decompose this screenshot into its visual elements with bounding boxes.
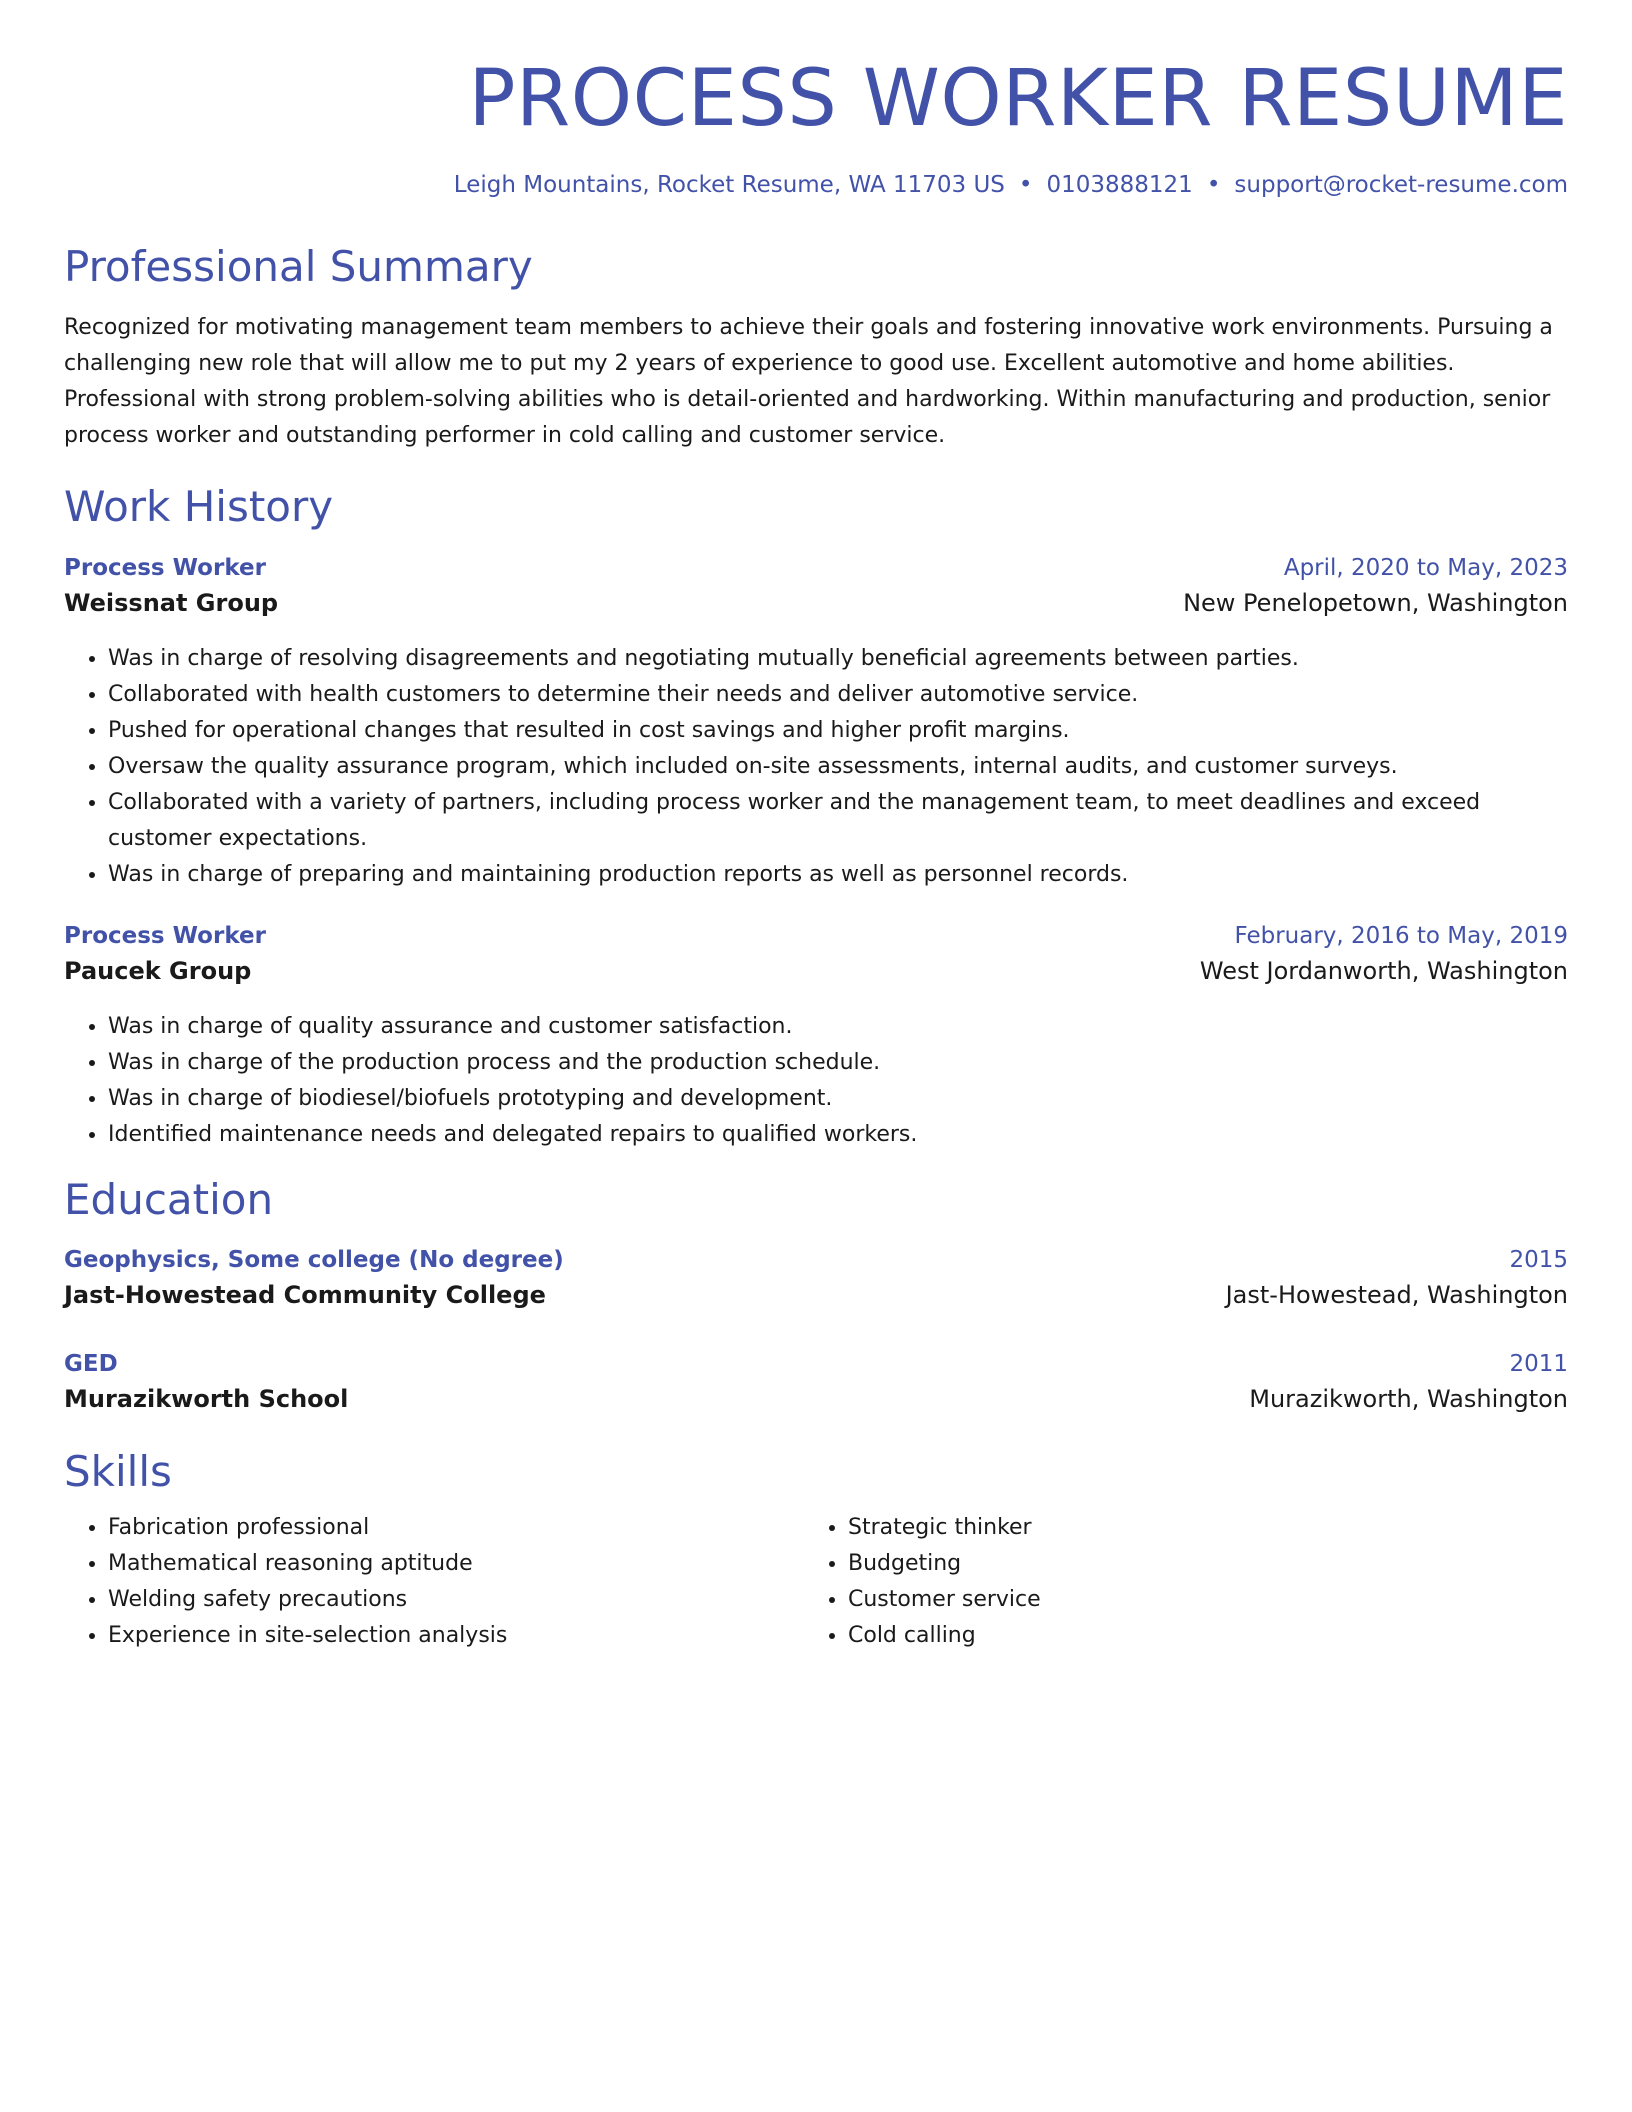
education-subheader xyxy=(64,1385,1568,1425)
list-item: • Mathematical reasoning aptitude xyxy=(108,1546,804,1582)
job-company: Paucek Group xyxy=(64,956,252,985)
list-item: • Budgeting xyxy=(848,1546,1544,1582)
skills-column-left xyxy=(64,1510,804,1654)
skills-list xyxy=(804,1510,1544,1654)
contact-separator: • xyxy=(1018,172,1033,198)
skills-heading: Skills xyxy=(64,1447,172,1497)
education-header xyxy=(64,1247,1568,1281)
list-item: • Oversaw the quality assurance program, which included on-site assessments, internal audits, and customer surveys. xyxy=(108,749,1568,785)
work-history-heading: Work History xyxy=(64,482,334,532)
list-item: • Was in charge of resolving disagreements and negotiating mutually beneficial agreements between parties. xyxy=(108,641,1568,677)
list-item: • Strategic thinker xyxy=(848,1510,1544,1546)
job-header xyxy=(64,923,1568,957)
job-company: Weissnat Group xyxy=(64,588,279,617)
job-bullets xyxy=(64,1009,1568,1153)
job-location: West Jordanworth, Washington xyxy=(1199,956,1568,985)
list-item: • Pushed for operational changes that resulted in cost savings and higher profit margins. xyxy=(108,713,1568,749)
job-entry xyxy=(64,555,1568,893)
job-dates: February, 2016 to May, 2019 xyxy=(1234,922,1568,949)
job-subheader xyxy=(64,589,1568,629)
education-subheader xyxy=(64,1281,1568,1321)
list-item: • Was in charge of quality assurance and customer satisfaction. xyxy=(108,1009,1568,1045)
skills-column-right xyxy=(804,1510,1544,1654)
job-dates: April, 2020 to May, 2023 xyxy=(1283,554,1568,581)
list-item: • Customer service xyxy=(848,1582,1544,1618)
job-header xyxy=(64,555,1568,589)
list-item: • Was in charge of the production process and the production schedule. xyxy=(108,1045,1568,1081)
list-item: • Was in charge of biodiesel/biofuels prototyping and development. xyxy=(108,1081,1568,1117)
summary-text: Recognized for motivating management team members to achieve their goals and fostering innovative work environments. Pursuing a challenging new role that will allow me to put my 2 years of experience to good use. Excellent automotive and home abilities. Professional with strong problem-solving abilities who is detail-oriented and hardworking. Within manufacturing and production, senior process worker and outstanding performer in cold calling and customer service. xyxy=(64,315,1553,449)
education-heading: Education xyxy=(64,1174,274,1224)
education-entry xyxy=(64,1351,1568,1425)
list-item: • Experience in site-selection analysis xyxy=(108,1618,804,1654)
list-item: • Collaborated with a variety of partners, including process worker and the management team, to meet deadlines and exceed customer expectations. xyxy=(108,785,1568,857)
list-item: • Welding safety precautions xyxy=(108,1582,804,1618)
education-entry xyxy=(64,1247,1568,1321)
education-year: 2015 xyxy=(1509,1247,1568,1274)
list-item: • Was in charge of preparing and maintaining production reports as well as personnel records. xyxy=(108,857,1568,893)
education-location: Jast-Howestead, Washington xyxy=(1225,1281,1568,1310)
list-item: • Cold calling xyxy=(848,1618,1544,1654)
education-location: Murazikworth, Washington xyxy=(1249,1385,1568,1414)
contact-separator: • xyxy=(1206,172,1221,198)
job-location: New Penelopetown, Washington xyxy=(1183,588,1568,617)
job-subheader xyxy=(64,957,1568,997)
contact-line xyxy=(64,172,1568,198)
resume-title: PROCESS WORKER RESUME xyxy=(468,54,1568,144)
education-degree: GED xyxy=(64,1351,118,1378)
education-header xyxy=(64,1351,1568,1385)
contact-email: support@rocket-resume.com xyxy=(1234,172,1568,198)
skills-list xyxy=(64,1510,804,1654)
education-degree: Geophysics, Some college (No degree) xyxy=(64,1247,564,1274)
list-item: • Fabrication professional xyxy=(108,1510,804,1546)
education-year: 2011 xyxy=(1509,1351,1568,1378)
summary-heading: Professional Summary xyxy=(64,242,533,291)
contact-phone: 0103888121 xyxy=(1046,172,1193,198)
job-role: Process Worker xyxy=(64,922,266,949)
job-role: Process Worker xyxy=(64,554,266,581)
job-bullets xyxy=(64,641,1568,893)
education-school: Murazikworth School xyxy=(64,1385,349,1414)
job-entry xyxy=(64,923,1568,1153)
contact-address: Leigh Mountains, Rocket Resume, WA 11703 US xyxy=(453,172,1005,198)
list-item: • Collaborated with health customers to determine their needs and deliver automotive service. xyxy=(108,677,1568,713)
education-school: Jast-Howestead Community College xyxy=(64,1281,546,1310)
list-item: • Identified maintenance needs and delegated repairs to qualified workers. xyxy=(108,1117,1568,1153)
skills-grid xyxy=(64,1510,1568,1654)
